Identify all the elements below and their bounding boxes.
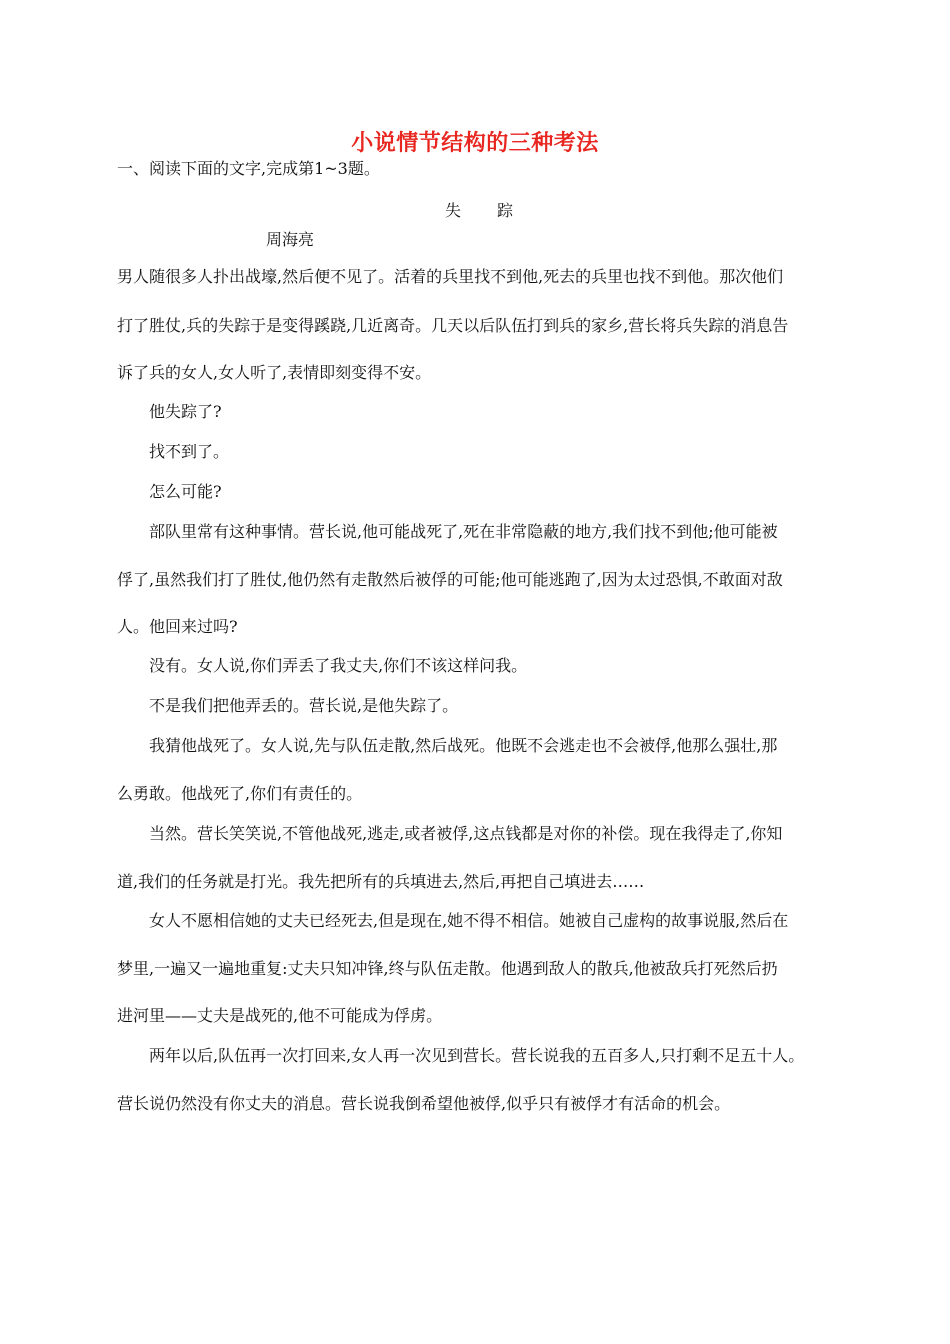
body-line: 女人不愿相信她的丈夫已经死去,但是现在,她不得不相信。她被自己虚构的故事说服,然后在	[149, 911, 789, 930]
story-title	[445, 200, 513, 222]
story-title-char: 踪	[497, 201, 514, 220]
body-line: 梦里,一遍又一遍地重复:丈夫只知冲锋,终与队伍走散。他遇到敌人的散兵,他被敌兵打死然后扔	[117, 959, 778, 978]
body-line: 么勇敢。他战死了,你们有责任的。	[117, 784, 363, 803]
body-line: 两年以后,队伍再一次打回来,女人再一次见到营长。营长说我的五百多人,只打剩不足五十人。	[149, 1046, 805, 1065]
document-title: 小说情节结构的三种考法	[351, 130, 599, 156]
body-line: 找不到了。	[149, 442, 230, 461]
body-line: 人。他回来过吗?	[117, 617, 238, 636]
body-line: 营长说仍然没有你丈夫的消息。营长说我倒希望他被俘,似乎只有被俘才有活命的机会。	[117, 1094, 731, 1113]
body-line: 部队里常有这种事情。营长说,他可能战死了,死在非常隐蔽的地方,我们找不到他;他可能被	[149, 522, 778, 541]
body-line: 男人随很多人扑出战壕,然后便不见了。活着的兵里找不到他,死去的兵里也找不到他。那次他们	[117, 267, 784, 286]
body-line: 俘了,虽然我们打了胜仗,他仍然有走散然后被俘的可能;他可能逃跑了,因为太过恐惧,不敢面对敌	[117, 570, 783, 589]
body-line: 我猜他战死了。女人说,先与队伍走散,然后战死。他既不会逃走也不会被俘,他那么强壮,那	[149, 736, 778, 755]
body-line: 打了胜仗,兵的失踪于是变得蹊跷,几近离奇。几天以后队伍打到兵的家乡,营长将兵失踪的消息告	[117, 316, 789, 335]
body-line: 怎么可能?	[149, 482, 222, 501]
body-line: 诉了兵的女人,女人听了,表情即刻变得不安。	[117, 363, 432, 382]
body-line: 没有。女人说,你们弄丢了我丈夫,你们不该这样问我。	[149, 656, 528, 675]
body-line: 他失踪了?	[149, 402, 222, 421]
story-title-char: 失	[445, 201, 462, 220]
story-author: 周海亮	[266, 230, 315, 249]
body-line: 不是我们把他弄丢的。营长说,是他失踪了。	[149, 696, 459, 715]
question-instruction: 一、阅读下面的文字,完成第1~3题。	[117, 159, 380, 178]
body-line: 道,我们的任务就是打光。我先把所有的兵填进去,然后,再把自己填进去……	[117, 872, 645, 891]
body-line: 当然。营长笑笑说,不管他战死,逃走,或者被俘,这点钱都是对你的补偿。现在我得走了,你知	[149, 824, 783, 843]
body-line: 进河里——丈夫是战死的,他不可能成为俘虏。	[117, 1006, 443, 1025]
